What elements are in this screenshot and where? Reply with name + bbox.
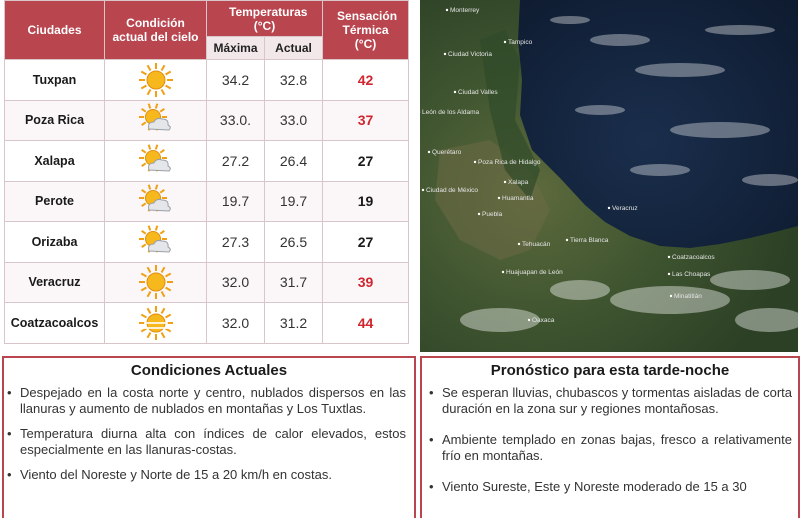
city-name: Orizaba bbox=[5, 222, 105, 263]
header-current: Actual bbox=[265, 37, 323, 60]
table-row bbox=[5, 100, 409, 141]
feels-like-temperature: 27 bbox=[323, 222, 409, 263]
city-marker bbox=[444, 53, 446, 55]
partly-cloudy-icon bbox=[138, 224, 174, 260]
header-temperature: Temperaturas (°C) bbox=[207, 1, 323, 37]
city-marker bbox=[478, 213, 480, 215]
map-city-label: Poza Rica de Hidalgo bbox=[478, 159, 541, 166]
city-marker bbox=[454, 91, 456, 93]
current-temperature: 26.4 bbox=[265, 141, 323, 182]
table-row bbox=[5, 60, 409, 101]
map-city-label: Monterrey bbox=[450, 7, 480, 14]
current-temperature: 33.0 bbox=[265, 100, 323, 141]
map-city-label: Ciudad de México bbox=[426, 187, 478, 194]
city-name: Poza Rica bbox=[5, 100, 105, 141]
condition-cell bbox=[105, 303, 207, 344]
city-marker bbox=[446, 9, 448, 11]
sun-icon bbox=[138, 264, 174, 300]
map-city-label: Huamantla bbox=[502, 195, 534, 202]
city-name: Perote bbox=[5, 181, 105, 222]
forecast-item: • Se esperan lluvias, chubascos y tormentas aisladas de corta duración en la zona sur y regiones montañosas. bbox=[442, 385, 792, 417]
feels-like-temperature: 42 bbox=[323, 60, 409, 101]
map-city-label: Tierra Blanca bbox=[570, 237, 609, 244]
current-temperature: 19.7 bbox=[265, 181, 323, 222]
city-marker bbox=[504, 181, 506, 183]
map-city-label: Minatitlán bbox=[674, 293, 702, 300]
current-condition-item: • Despejado en la costa norte y centro, nublados dispersos en las llanuras y aumento de nublados en montañas y Los Tuxtlas. bbox=[20, 385, 406, 417]
current-temperature: 26.5 bbox=[265, 222, 323, 263]
current-conditions-list bbox=[4, 385, 414, 483]
max-temperature: 27.3 bbox=[207, 222, 265, 263]
city-marker bbox=[566, 239, 568, 241]
feels-like-temperature: 27 bbox=[323, 141, 409, 182]
max-temperature: 33.0. bbox=[207, 100, 265, 141]
feels-like-temperature: 44 bbox=[323, 303, 409, 344]
map-city-label: Veracruz bbox=[612, 205, 638, 212]
condition-cell bbox=[105, 262, 207, 303]
forecast-panel bbox=[420, 356, 800, 518]
city-marker bbox=[474, 161, 476, 163]
condition-cell bbox=[105, 60, 207, 101]
table-row bbox=[5, 141, 409, 182]
table-row bbox=[5, 262, 409, 303]
satellite-image bbox=[420, 0, 798, 352]
map-city-label: Las Choapas bbox=[672, 271, 711, 278]
header-max: Máxima bbox=[207, 37, 265, 60]
map-city-label: Ciudad Valles bbox=[458, 89, 498, 96]
city-marker bbox=[428, 151, 430, 153]
city-marker bbox=[608, 207, 610, 209]
max-temperature: 19.7 bbox=[207, 181, 265, 222]
map-city-label: Xalapa bbox=[508, 179, 529, 186]
city-name: Coatzacoalcos bbox=[5, 303, 105, 344]
city-name: Tuxpan bbox=[5, 60, 105, 101]
sun-icon bbox=[138, 62, 174, 98]
city-name: Veracruz bbox=[5, 262, 105, 303]
forecast-list bbox=[422, 385, 798, 495]
city-marker bbox=[668, 273, 670, 275]
condition-cell bbox=[105, 100, 207, 141]
feels-like-temperature: 37 bbox=[323, 100, 409, 141]
current-temperature: 31.7 bbox=[265, 262, 323, 303]
partly-cloudy-icon bbox=[138, 183, 174, 219]
current-temperature: 32.8 bbox=[265, 60, 323, 101]
table-row bbox=[5, 303, 409, 344]
forecast-item: • Ambiente templado en zonas bajas, fresco a relativamente frío en montañas. bbox=[442, 432, 792, 464]
feels-like-temperature: 39 bbox=[323, 262, 409, 303]
partly-cloudy-icon bbox=[138, 143, 174, 179]
city-marker bbox=[502, 271, 504, 273]
feels-like-temperature: 19 bbox=[323, 181, 409, 222]
map-city-label: Tehuacán bbox=[522, 241, 551, 248]
city-marker bbox=[498, 197, 500, 199]
header-city: Ciudades bbox=[5, 1, 105, 60]
map-city-label: Oaxaca bbox=[532, 317, 555, 324]
map-city-label: Puebla bbox=[482, 211, 503, 218]
table-row bbox=[5, 181, 409, 222]
max-temperature: 27.2 bbox=[207, 141, 265, 182]
current-condition-item: • Temperatura diurna alta con índices de calor elevados, estos especialmente en las llanuras-costas. bbox=[20, 426, 406, 458]
max-temperature: 32.0 bbox=[207, 262, 265, 303]
city-marker bbox=[422, 189, 424, 191]
current-conditions-title: Condiciones Actuales bbox=[4, 362, 414, 379]
condition-cell bbox=[105, 181, 207, 222]
weather-table bbox=[4, 0, 409, 344]
city-marker bbox=[528, 319, 530, 321]
map-city-label: Tampico bbox=[508, 39, 533, 46]
map-city-label: Ciudad Victoria bbox=[448, 51, 492, 58]
city-marker bbox=[504, 41, 506, 43]
header-condition: Condición actual del cielo bbox=[105, 1, 207, 60]
condition-cell bbox=[105, 141, 207, 182]
current-temperature: 31.2 bbox=[265, 303, 323, 344]
partly-cloudy-icon bbox=[138, 102, 174, 138]
hazy-sun-icon bbox=[138, 305, 174, 341]
map-city-label: León de los Aldama bbox=[422, 109, 479, 116]
city-name: Xalapa bbox=[5, 141, 105, 182]
max-temperature: 32.0 bbox=[207, 303, 265, 344]
table-body bbox=[5, 60, 409, 344]
header-feels: Sensación Térmica (°C) bbox=[323, 1, 409, 60]
forecast-item: • Viento Sureste, Este y Noreste moderado de 15 a 30 bbox=[442, 479, 792, 495]
map-city-label: Huajuapan de León bbox=[506, 269, 563, 276]
current-condition-item: • Viento del Noreste y Norte de 15 a 20 km/h en costas. bbox=[20, 467, 406, 483]
forecast-title: Pronóstico para esta tarde-noche bbox=[422, 362, 798, 379]
current-conditions-panel bbox=[2, 356, 416, 518]
city-marker bbox=[668, 256, 670, 258]
satellite-map bbox=[420, 0, 798, 352]
city-marker bbox=[518, 243, 520, 245]
max-temperature: 34.2 bbox=[207, 60, 265, 101]
condition-cell bbox=[105, 222, 207, 263]
city-marker bbox=[670, 295, 672, 297]
map-city-label: Coatzacoalcos bbox=[672, 254, 715, 261]
table-row bbox=[5, 222, 409, 263]
map-city-label: Querétaro bbox=[432, 149, 462, 156]
